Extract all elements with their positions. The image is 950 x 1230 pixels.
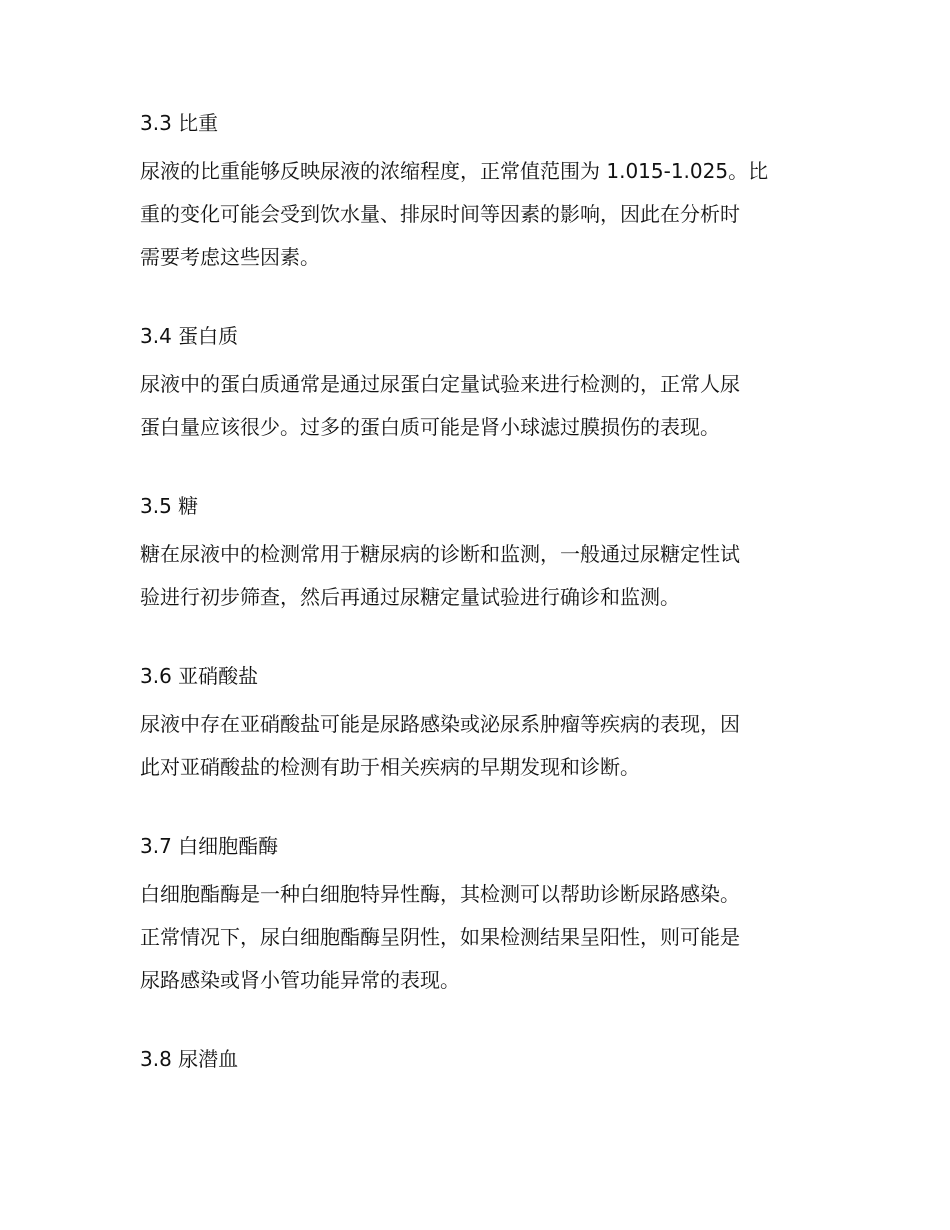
section-leukocyte-esterase: [140, 831, 820, 1002]
section-heading: 3.4 蛋白质: [140, 324, 239, 348]
section-paragraph: [140, 150, 820, 279]
section-specific-gravity: [140, 108, 820, 279]
section-occult-blood: [140, 1044, 820, 1074]
section-paragraph: [140, 703, 820, 789]
paragraph-line: 此对亚硝酸盐的检测有助于相关疾病的早期发现和诊断。: [140, 755, 640, 779]
paragraph-line: 需要考虑这些因素。: [140, 245, 320, 269]
section-paragraph: [140, 873, 820, 1002]
paragraph-line: 蛋白量应该很少。过多的蛋白质可能是肾小球滤过膜损伤的表现。: [140, 415, 720, 439]
section-protein: [140, 321, 820, 449]
section-heading: 3.5 糖: [140, 494, 199, 518]
section-glucose: [140, 491, 820, 619]
document-body: [140, 108, 820, 1116]
paragraph-line: 糖在尿液中的检测常用于糖尿病的诊断和监测，一般通过尿糖定性试: [140, 542, 740, 566]
section-heading: 3.3 比重: [140, 111, 219, 135]
section-nitrite: [140, 661, 820, 789]
section-heading: 3.8 尿潜血: [140, 1047, 239, 1071]
paragraph-line: 尿路感染或肾小管功能异常的表现。: [140, 968, 460, 992]
section-paragraph: [140, 533, 820, 619]
paragraph-line: 尿液中存在亚硝酸盐可能是尿路感染或泌尿系肿瘤等疾病的表现，因: [140, 712, 740, 736]
section-paragraph: [140, 363, 820, 449]
paragraph-line: 尿液中的蛋白质通常是通过尿蛋白定量试验来进行检测的，正常人尿: [140, 372, 740, 396]
paragraph-line: 白细胞酯酶是一种白细胞特异性酶，其检测可以帮助诊断尿路感染。: [140, 882, 740, 906]
paragraph-line: 正常情况下，尿白细胞酯酶呈阴性，如果检测结果呈阳性，则可能是: [140, 925, 740, 949]
paragraph-line: 尿液的比重能够反映尿液的浓缩程度，正常值范围为 1.015-1.025。比: [140, 159, 769, 183]
section-heading: 3.6 亚硝酸盐: [140, 664, 259, 688]
paragraph-line: 重的变化可能会受到饮水量、排尿时间等因素的影响，因此在分析时: [140, 202, 740, 226]
section-heading: 3.7 白细胞酯酶: [140, 834, 279, 858]
paragraph-line: 验进行初步筛查，然后再通过尿糖定量试验进行确诊和监测。: [140, 585, 680, 609]
